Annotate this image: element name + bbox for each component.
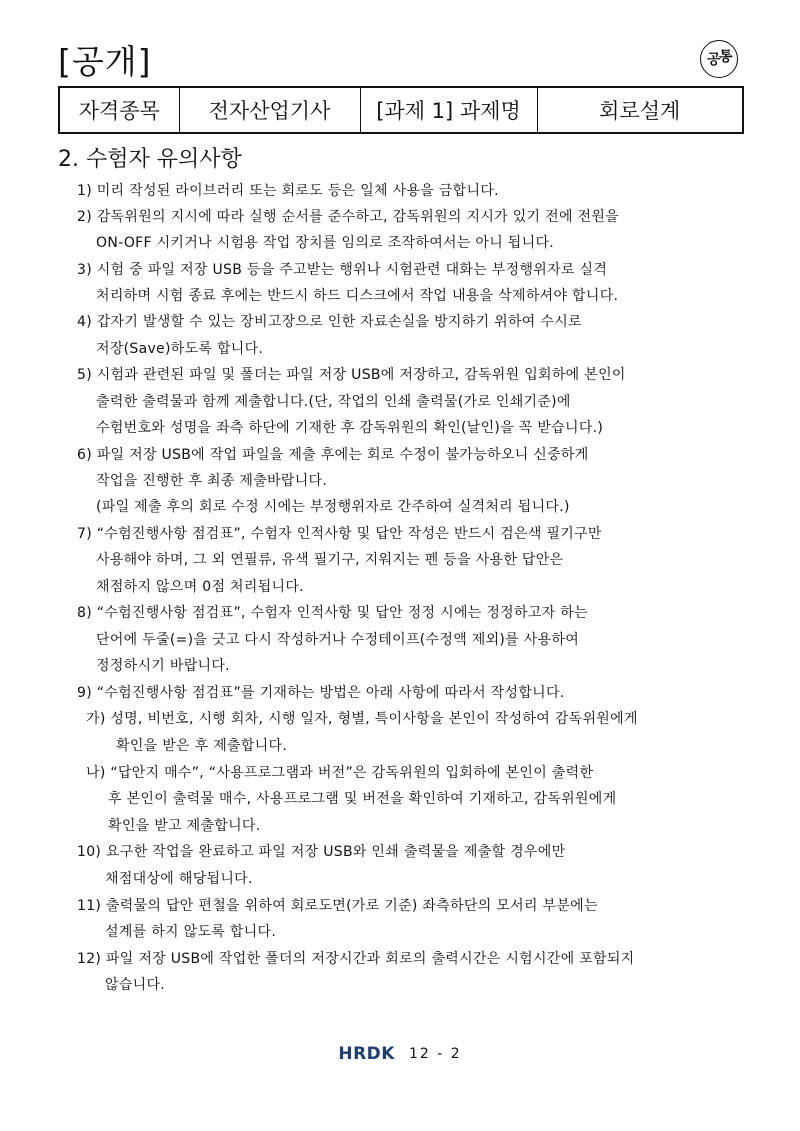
rule-line: 작업을 진행한 후 최종 제출바랍니다.: [96, 473, 328, 489]
rule-line: 가) 성명, 비번호, 시행 회차, 시행 일자, 형별, 특이사항을 본인이 작성하여 감독위원에게: [86, 711, 638, 727]
task-label: [과제 1] 과제명: [360, 87, 537, 133]
rule-line: (파일 제출 후의 회로 수정 시에는 부정행위자로 간주하여 실격처리 됩니다.): [96, 499, 570, 515]
rule-line: 채점하지 않으며 0점 처리됩니다.: [96, 579, 304, 595]
stamp-char-2: 통: [719, 49, 733, 65]
qualification-value: 전자산업기사: [179, 87, 360, 133]
rule-line: 저장(Save)하도록 합니다.: [96, 341, 264, 357]
rule-line: 처리하며 시험 종료 후에는 반드시 하드 디스크에서 작업 내용을 삭제하셔야 합니다.: [96, 288, 619, 304]
rule-line: 8) “수험진행사항 점검표”, 수험자 인적사항 및 답안 정정 시에는 정정하고자 하는: [77, 605, 588, 621]
hrdk-logo: HRDK: [338, 1044, 395, 1064]
page-number: 12 - 2: [408, 1046, 462, 1062]
exam-info-table: [58, 86, 744, 134]
rule-line: 채점대상에 해당됩니다.: [105, 871, 253, 887]
rule-line: 6) 파일 저장 USB에 작업 파일을 제출 후에는 회로 수정이 불가능하오니 신중하게: [77, 447, 589, 463]
rule-line: 10) 요구한 작업을 완료하고 파일 저장 USB와 인쇄 출력물을 제출할 경우에만: [77, 844, 566, 860]
rule-line: 7) “수험진행사항 점검표”, 수험자 인적사항 및 답안 작성은 반드시 검은색 필기구만: [77, 526, 602, 542]
page-footer: [0, 1043, 800, 1065]
rule-line: 2) 감독위원의 지시에 따라 실행 순서를 준수하고, 감독위원의 지시가 있기 전에 전원을: [77, 209, 619, 225]
rule-line: 4) 갑자기 발생할 수 있는 장비고장으로 인한 자료손실을 방지하기 위하여 수시로: [77, 314, 582, 330]
task-value: 회로설계: [537, 87, 743, 133]
rule-line: 사용해야 하며, 그 외 연필류, 유색 필기구, 지워지는 펜 등을 사용한 답안은: [96, 552, 564, 568]
qualification-label: 자격종목: [59, 87, 179, 133]
rule-line: ON-OFF 시키거나 시험용 작업 장치를 임의로 조작하여서는 아니 됩니다.: [96, 235, 555, 251]
rule-line: 단어에 두줄(=)을 긋고 다시 작성하거나 수정테이프(수정액 제외)를 사용하여: [96, 632, 580, 648]
document-label: [공개]: [58, 42, 152, 81]
rule-line: 1) 미리 작성된 라이브러리 또는 회로도 등은 일체 사용을 금합니다.: [77, 183, 499, 199]
rule-line: 확인을 받은 후 제출합니다.: [116, 738, 288, 754]
rule-line: 12) 파일 저장 USB에 작업한 폴더의 저장시간과 회로의 출력시간은 시험시간에 포함되지: [77, 951, 635, 967]
rule-line: 11) 출력물의 답안 편철을 위하여 회로도면(가로 기준) 좌측하단의 모서리 부분에는: [77, 898, 598, 914]
rule-line: 않습니다.: [105, 977, 166, 993]
rule-line: 출력한 출력물과 함께 제출합니다.(단, 작업의 인쇄 출력물(가로 인쇄기준)에: [96, 394, 571, 410]
rule-line: 3) 시험 중 파일 저장 USB 등을 주고받는 행위나 시험관련 대화는 부정행위자로 실격: [77, 262, 608, 278]
rule-line: 확인을 받고 제출합니다.: [108, 818, 261, 834]
rule-line: 9) “수험진행사항 점검표”를 기재하는 방법은 아래 사항에 따라서 작성합니다.: [77, 685, 565, 701]
rule-line: 설계를 하지 않도록 합니다.: [105, 924, 277, 940]
common-stamp: [700, 40, 738, 78]
rule-line: 5) 시험과 관련된 파일 및 폴더는 파일 저장 USB에 저장하고, 감독위원 입회하에 본인이: [77, 367, 626, 383]
rule-line: 후 본인이 출력물 매수, 사용프로그램 및 버전을 확인하여 기재하고, 감독위원에게: [108, 791, 617, 807]
rule-line: 정정하시기 바랍니다.: [96, 658, 230, 674]
section-title: 2. 수험자 유의사항: [58, 147, 242, 172]
rule-line: 나) “답안지 매수”, “사용프로그램과 버전”은 감독위원의 입회하에 본인이 출력한: [86, 765, 594, 781]
rule-line: 수험번호와 성명을 좌측 하단에 기재한 후 감독위원의 확인(날인)을 꼭 받습니다.): [96, 420, 604, 436]
stamp-char-1: 공: [707, 52, 721, 68]
